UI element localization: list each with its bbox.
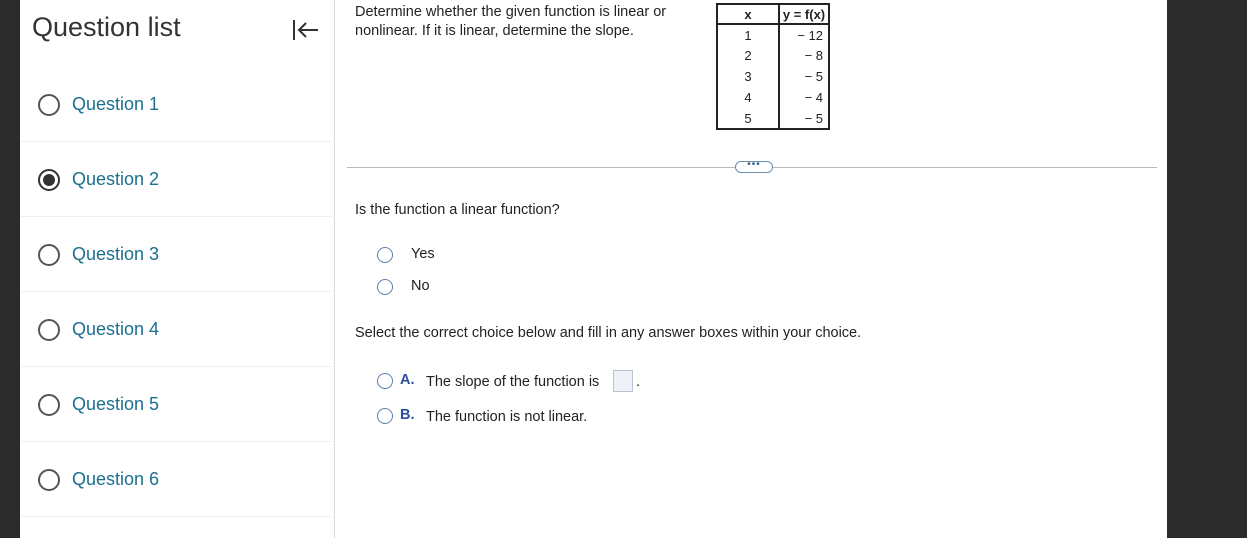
choice-b-text: The function is not linear.	[426, 409, 588, 425]
question-item-5[interactable]	[20, 367, 335, 442]
question-3-radio[interactable]	[38, 244, 60, 266]
collapse-left-arrow-icon	[290, 16, 322, 44]
function-table	[716, 3, 830, 130]
choice-b-radio[interactable]	[377, 408, 393, 424]
question-3-label: Question 3	[72, 243, 160, 264]
question-item-3[interactable]	[20, 217, 335, 292]
table-row	[717, 87, 829, 108]
no-label: No	[411, 278, 430, 294]
choice-instruction: Select the correct choice below and fill in any answer boxes within your choice.	[355, 325, 862, 341]
question-4-label: Question 4	[72, 318, 160, 339]
slope-answer-box[interactable]	[613, 370, 633, 392]
question-1-label: Question 1	[72, 93, 160, 114]
choice-a-text: The slope of the function is	[426, 374, 600, 390]
question-2-label: Question 2	[72, 168, 160, 189]
table-row	[717, 66, 829, 87]
table-cell-x: 3	[717, 66, 779, 87]
question-item-4[interactable]	[20, 292, 335, 367]
problem-instructions: Determine whether the given function is linear or nonlinear. If it is linear, determine the slope.	[355, 4, 667, 39]
question-item-6[interactable]	[20, 442, 335, 517]
table-row	[717, 24, 829, 45]
page	[20, 0, 1167, 538]
table-header-y: y = f(x)	[779, 4, 829, 24]
question-5-radio[interactable]	[38, 394, 60, 416]
question-1-radio[interactable]	[38, 94, 60, 116]
table-row	[717, 108, 829, 129]
yes-label: Yes	[411, 246, 435, 262]
collapse-sidebar-button[interactable]	[290, 16, 322, 44]
option-no[interactable]	[355, 276, 475, 298]
choice-b-letter: B.	[400, 407, 415, 423]
option-yes[interactable]	[355, 244, 475, 266]
question-2-radio[interactable]	[38, 169, 60, 191]
choice-a-radio[interactable]	[377, 373, 393, 389]
question-6-radio[interactable]	[38, 469, 60, 491]
sidebar-title: Question list	[32, 12, 181, 42]
choice-b[interactable]	[355, 404, 655, 428]
choice-a[interactable]	[355, 369, 655, 393]
table-cell-y: − 4	[804, 90, 823, 105]
table-cell-x: 1	[717, 24, 779, 45]
question-item-1[interactable]	[20, 67, 335, 142]
choice-a-letter: A.	[400, 372, 415, 388]
more-button[interactable]: •••	[735, 161, 773, 173]
question-4-radio[interactable]	[38, 319, 60, 341]
question-5-label: Question 5	[72, 393, 160, 414]
table-cell-y: − 5	[804, 69, 823, 84]
yes-radio[interactable]	[377, 247, 393, 263]
question-list-sidebar	[20, 0, 335, 538]
table-cell-x: 2	[717, 45, 779, 66]
question-item-2[interactable]	[20, 142, 335, 217]
table-cell-y: − 12	[797, 27, 823, 43]
table-cell-x: 5	[717, 108, 779, 129]
choice-a-period: .	[636, 374, 641, 390]
linear-question-prompt: Is the function a linear function?	[355, 202, 560, 218]
question-content	[355, 0, 1167, 538]
no-radio[interactable]	[377, 279, 393, 295]
table-cell-x: 4	[717, 87, 779, 108]
table-row	[717, 45, 829, 66]
table-cell-y: − 5	[804, 110, 823, 126]
table-header-x: x	[717, 4, 779, 24]
table-cell-y: − 8	[804, 48, 823, 63]
question-6-label: Question 6	[72, 468, 160, 489]
divider	[20, 516, 335, 517]
